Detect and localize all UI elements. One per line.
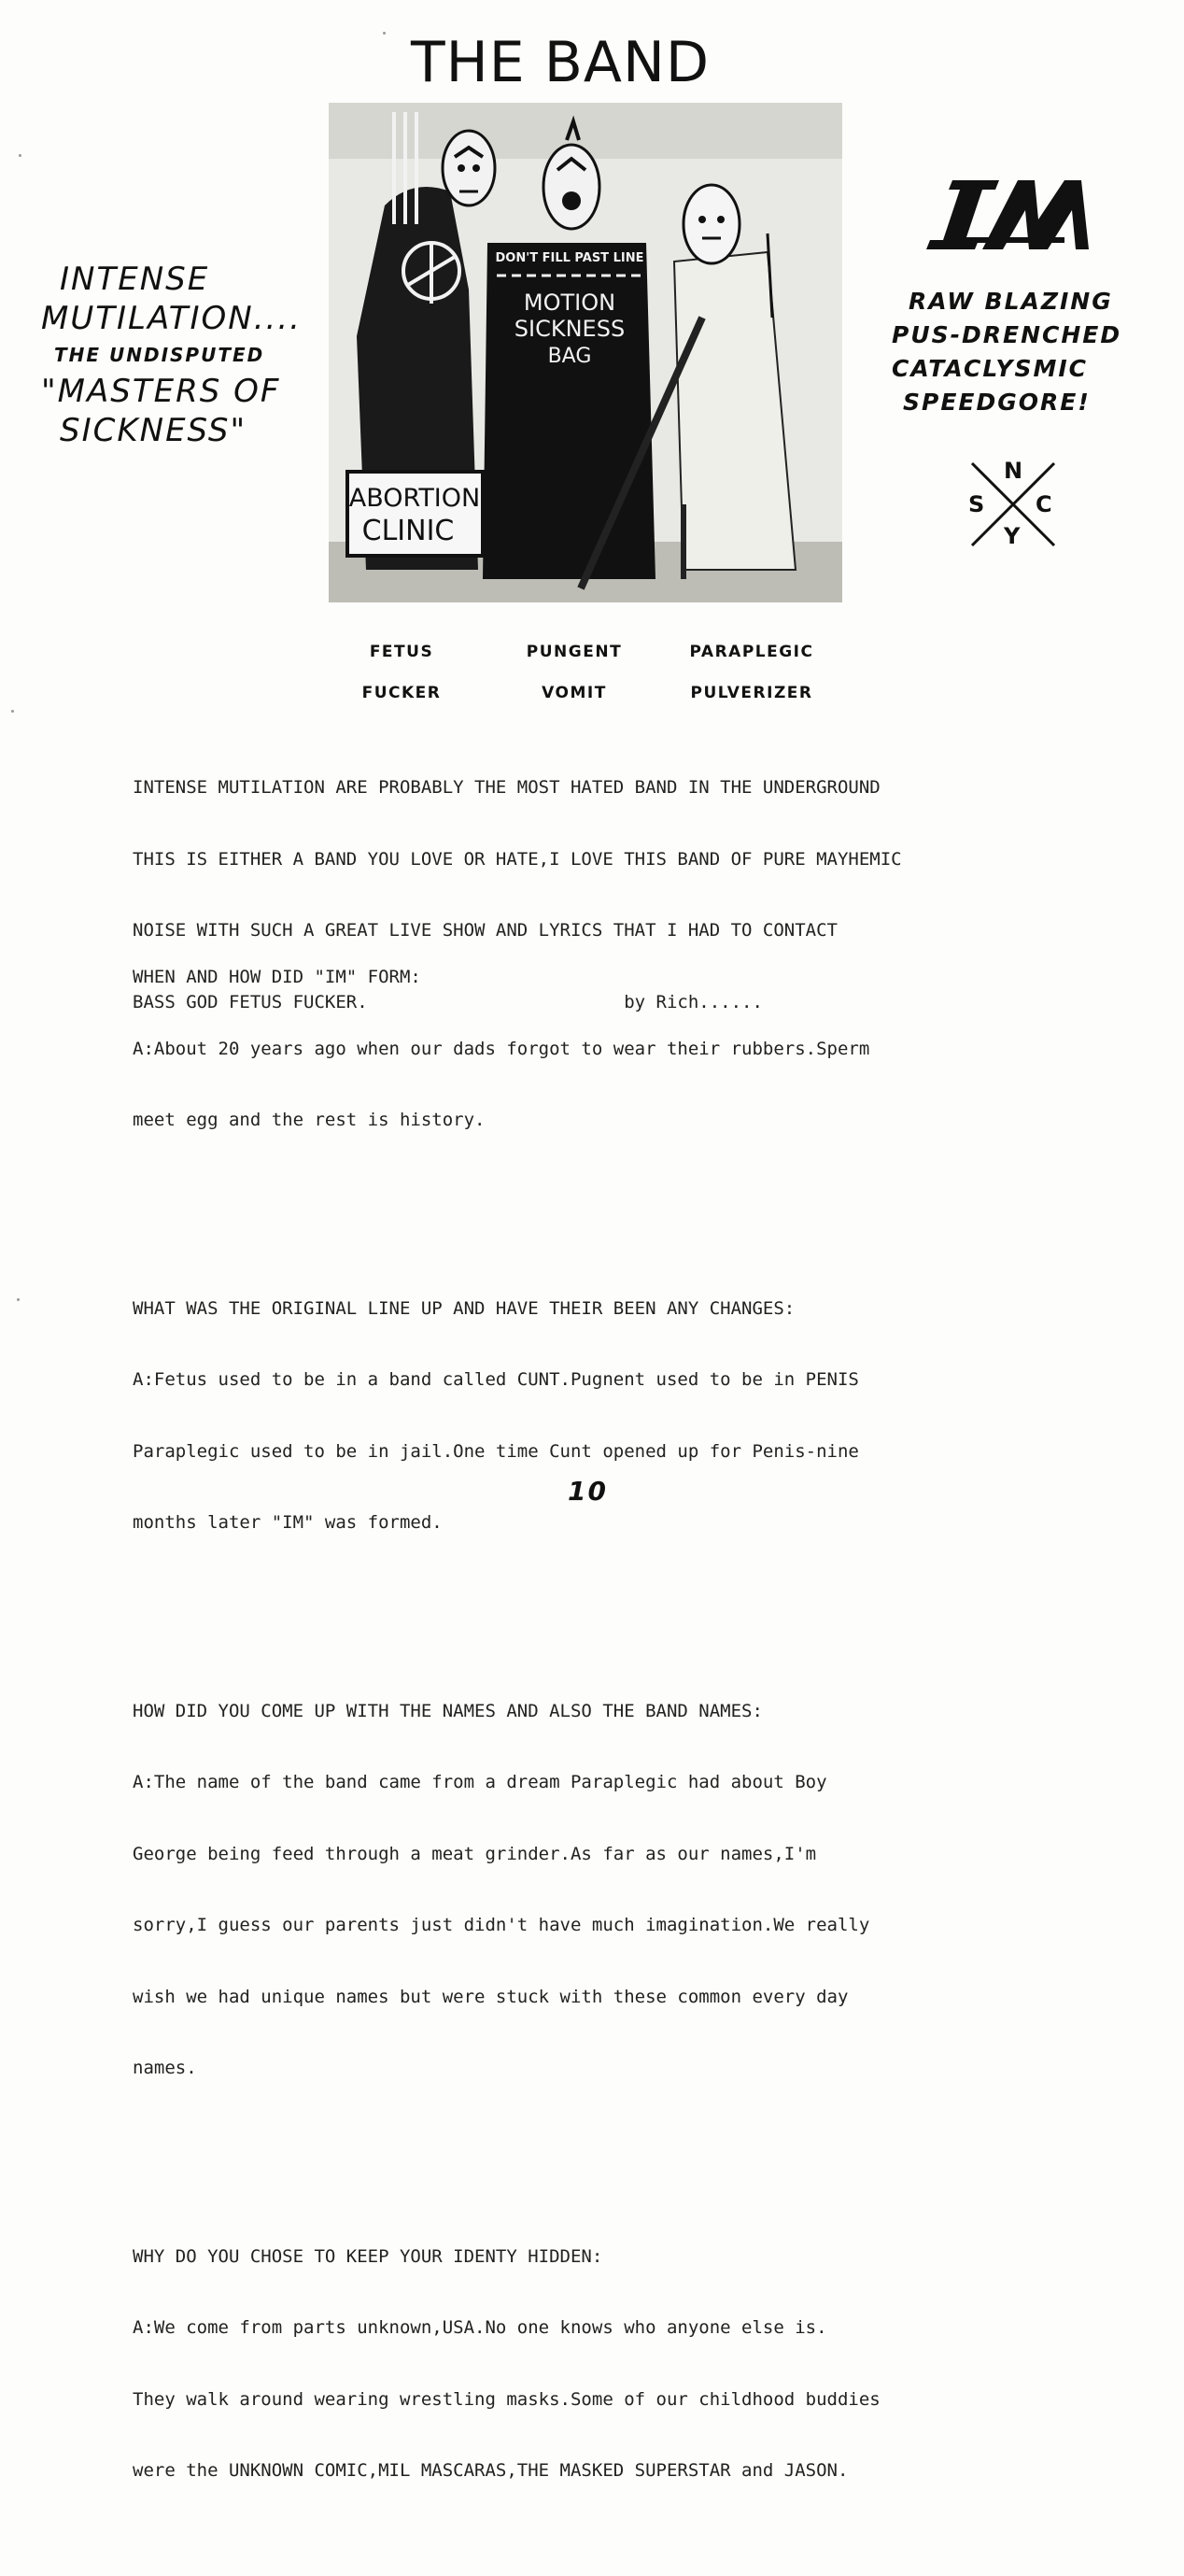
answer-line: A:We come from parts unknown,USA.No one knows who anyone else is.	[133, 2317, 827, 2338]
member-captions	[345, 621, 850, 702]
left-blurb-line: THE UNDISPUTED	[54, 344, 265, 366]
right-blurb-line: SPEEDGORE!	[903, 389, 1091, 416]
im-logo	[924, 173, 1092, 257]
speck	[17, 1298, 20, 1301]
answer-line: They walk around wearing wrestling masks.Some of our childhood buddies	[133, 2388, 881, 2410]
band-photo-illustration	[329, 103, 842, 602]
qa-block	[133, 1250, 1141, 1583]
caption-pungent-vomit	[509, 621, 640, 724]
answer-line: meet egg and the rest is history.	[133, 1110, 486, 1130]
answer-line: months later "IM" was formed.	[133, 1512, 443, 1533]
shirt-text: SICKNESS	[514, 316, 626, 342]
shirt-text: BAG	[547, 345, 592, 368]
nycs-letter: Y	[1004, 523, 1021, 549]
left-blurb-line: SICKNESS"	[60, 412, 247, 449]
qa-block	[133, 1652, 1141, 2129]
band-photo	[329, 103, 842, 602]
answer-line: were the UNKNOWN COMIC,MIL MASCARAS,THE MASKED SUPERSTAR and JASON.	[133, 2460, 849, 2481]
left-blurb	[41, 260, 312, 450]
interview	[133, 870, 1141, 2576]
caption-line: PARAPLEGIC	[689, 643, 814, 661]
answer-line: Paraplegic used to be in jail.One time Cunt opened up for Penis-nine	[133, 1440, 859, 1462]
question: WHAT WAS THE ORIGINAL LINE UP AND HAVE THEIR BEEN ANY CHANGES:	[133, 1297, 796, 1319]
caption-line: VOMIT	[542, 684, 607, 702]
qa-block	[133, 918, 1141, 1181]
nycs-cross-logo	[966, 458, 1060, 551]
answer-line: sorry,I guess our parents just didn't have much imagination.We really	[133, 1915, 870, 1935]
question: WHEN AND HOW DID "IM" FORM:	[133, 967, 421, 987]
right-blurb-line: RAW BLAZING	[909, 288, 1113, 315]
intro-line: INTENSE MUTILATION ARE PROBABLY THE MOST HATED BAND IN THE UNDERGROUND	[133, 777, 881, 798]
caption-fetus-fucker	[345, 621, 458, 724]
caption-line: PUNGENT	[526, 643, 623, 661]
caption-paraplegic-pulverizer	[677, 621, 826, 724]
intro-line: BASS GOD FETUS FUCKER. by Rich......	[133, 991, 763, 1012]
sign-text: ABORTION	[348, 484, 481, 513]
answer-line: names.	[133, 2058, 197, 2078]
question: WHY DO YOU CHOSE TO KEEP YOUR IDENTY HIDDEN:	[133, 2245, 603, 2267]
page-title: THE BAND	[411, 30, 711, 95]
caption-line: FUCKER	[361, 684, 442, 702]
caption-line: PULVERIZER	[690, 684, 813, 702]
nycs-letter: C	[1036, 491, 1052, 517]
qa-block	[133, 2198, 1141, 2531]
nycs-letter: S	[968, 491, 985, 517]
question: HOW DID YOU COME UP WITH THE NAMES AND ALSO THE BAND NAMES:	[133, 1700, 763, 1721]
answer-line: wish we had unique names but were stuck with these common every day	[133, 1986, 849, 2007]
page-number: 10	[568, 1476, 608, 1507]
answer-line: George being feed through a meat grinder.As far as our names,I'm	[133, 1843, 817, 1864]
shirt-text: MOTION	[523, 290, 616, 316]
speck	[11, 710, 14, 713]
intro-line: THIS IS EITHER A BAND YOU LOVE OR HATE,I LOVE THIS BAND OF PURE MAYHEMIC	[133, 848, 902, 870]
left-blurb-line: MUTILATION....	[41, 300, 302, 337]
answer-line: A:Fetus used to be in a band called CUNT.Pugnent used to be in PENIS	[133, 1369, 859, 1390]
speck	[19, 154, 21, 157]
sign-text: CLINIC	[361, 515, 455, 547]
answer-line: A:The name of the band came from a dream Paraplegic had about Boy	[133, 1772, 827, 1792]
intro-line: NOISE WITH SUCH A GREAT LIVE SHOW AND LYRICS THAT I HAD TO CONTACT	[133, 920, 838, 941]
left-blurb-line: "MASTERS OF	[41, 373, 281, 410]
right-blurb	[892, 285, 1163, 419]
caption-line: FETUS	[369, 643, 434, 661]
right-blurb-line: CATACLYSMIC	[892, 355, 1089, 382]
abortion-clinic-sign	[347, 472, 483, 556]
nycs-letter: N	[1004, 458, 1023, 484]
shirt-top-text: DON'T FILL PAST LINE	[495, 251, 644, 265]
left-blurb-line: INTENSE	[60, 261, 210, 298]
answer-line: A:About 20 years ago when our dads forgot to wear their rubbers.Sperm	[133, 1038, 870, 1059]
right-blurb-line: PUS-DRENCHED	[892, 321, 1122, 348]
speck	[383, 32, 386, 35]
